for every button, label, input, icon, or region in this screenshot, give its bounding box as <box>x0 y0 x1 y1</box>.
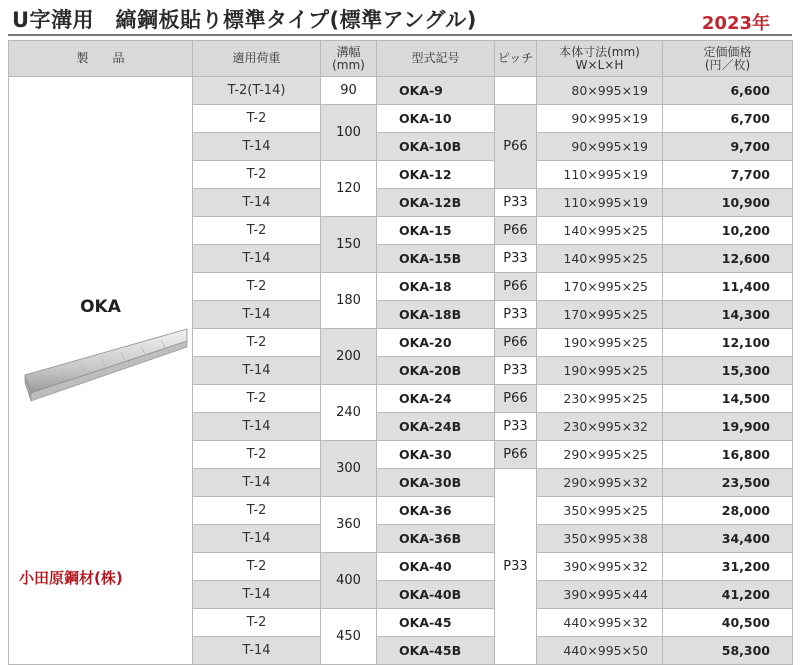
cell-load: T-2 <box>193 273 321 301</box>
cell-pitch: P33 <box>495 357 537 385</box>
cell-model: OKA-30B <box>377 469 495 497</box>
cell-dims: 440×995×50 <box>537 637 663 665</box>
cell-price: 9,700 <box>663 133 793 161</box>
cell-load: T-14 <box>193 525 321 553</box>
cell-model: OKA-10 <box>377 105 495 133</box>
cell-model: OKA-20 <box>377 329 495 357</box>
cell-model: OKA-30 <box>377 441 495 469</box>
cell-dims: 110×995×19 <box>537 189 663 217</box>
cell-price: 28,000 <box>663 497 793 525</box>
cell-pitch: P66 <box>495 273 537 301</box>
cell-pitch: P66 <box>495 385 537 413</box>
cell-dims: 290×995×32 <box>537 469 663 497</box>
cell-price: 16,800 <box>663 441 793 469</box>
cell-pitch: P66 <box>495 441 537 469</box>
cell-price: 31,200 <box>663 553 793 581</box>
cell-load: T-14 <box>193 301 321 329</box>
cell-price: 15,300 <box>663 357 793 385</box>
cell-model: OKA-18 <box>377 273 495 301</box>
cell-pitch: P66 <box>495 329 537 357</box>
cell-model: OKA-40 <box>377 553 495 581</box>
cell-load: T-2(T-14) <box>193 77 321 105</box>
cell-dims: 170×995×25 <box>537 273 663 301</box>
cell-dims: 190×995×25 <box>537 329 663 357</box>
cell-pitch <box>495 77 537 105</box>
grating-panel-image <box>21 323 191 413</box>
cell-load: T-14 <box>193 413 321 441</box>
maker-name: 小田原鋼材(株) <box>19 569 123 587</box>
cell-price: 23,500 <box>663 469 793 497</box>
cell-model: OKA-45 <box>377 609 495 637</box>
cell-width: 100 <box>321 105 377 161</box>
cell-dims: 350×995×25 <box>537 497 663 525</box>
cell-pitch: P33 <box>495 189 537 217</box>
cell-width: 180 <box>321 273 377 329</box>
cell-load: T-2 <box>193 553 321 581</box>
cell-load: T-2 <box>193 161 321 189</box>
cell-model: OKA-36 <box>377 497 495 525</box>
cell-price: 6,700 <box>663 105 793 133</box>
price-table <box>8 40 793 665</box>
col-model: 型式記号 <box>377 41 495 77</box>
cell-load: T-2 <box>193 217 321 245</box>
cell-width: 400 <box>321 553 377 609</box>
cell-load: T-14 <box>193 189 321 217</box>
cell-load: T-14 <box>193 245 321 273</box>
cell-load: T-14 <box>193 133 321 161</box>
cell-model: OKA-15B <box>377 245 495 273</box>
cell-price: 19,900 <box>663 413 793 441</box>
cell-model: OKA-12 <box>377 161 495 189</box>
cell-price: 10,200 <box>663 217 793 245</box>
col-dims-label: 本体寸法(mm) <box>559 44 640 59</box>
col-pitch: ピッチ <box>495 41 537 77</box>
cell-load: T-2 <box>193 441 321 469</box>
cell-price: 40,500 <box>663 609 793 637</box>
cell-model: OKA-24B <box>377 413 495 441</box>
cell-load: T-2 <box>193 609 321 637</box>
cell-price: 12,100 <box>663 329 793 357</box>
col-price-unit: (円／枚) <box>704 57 751 72</box>
cell-dims: 390×995×32 <box>537 553 663 581</box>
col-dims-unit: W×L×H <box>575 57 624 72</box>
cell-pitch: P33 <box>495 413 537 441</box>
cell-load: T-14 <box>193 357 321 385</box>
col-load: 適用荷重 <box>193 41 321 77</box>
cell-dims: 440×995×32 <box>537 609 663 637</box>
cell-dims: 230×995×32 <box>537 413 663 441</box>
cell-width: 120 <box>321 161 377 217</box>
cell-dims: 80×995×19 <box>537 77 663 105</box>
cell-price: 11,400 <box>663 273 793 301</box>
cell-dims: 230×995×25 <box>537 385 663 413</box>
cell-width: 200 <box>321 329 377 385</box>
cell-price: 41,200 <box>663 581 793 609</box>
product-panel <box>9 77 192 643</box>
cell-load: T-2 <box>193 105 321 133</box>
table-header-row <box>9 41 793 77</box>
cell-width: 90 <box>321 77 377 105</box>
page-title: U字溝用 縞鋼板貼り標準タイプ(標準アングル) <box>12 8 477 32</box>
cell-width: 300 <box>321 441 377 497</box>
cell-price: 6,600 <box>663 77 793 105</box>
cell-load: T-14 <box>193 637 321 665</box>
cell-model: OKA-36B <box>377 525 495 553</box>
cell-load: T-14 <box>193 469 321 497</box>
cell-model: OKA-40B <box>377 581 495 609</box>
cell-load: T-2 <box>193 497 321 525</box>
product-cell <box>9 77 193 665</box>
cell-pitch: P33 <box>495 245 537 273</box>
header <box>0 0 800 36</box>
cell-dims: 90×995×19 <box>537 133 663 161</box>
cell-model: OKA-18B <box>377 301 495 329</box>
year-label: 2023年 <box>701 13 770 34</box>
cell-width: 450 <box>321 609 377 665</box>
table-row <box>9 77 793 105</box>
cell-dims: 140×995×25 <box>537 217 663 245</box>
cell-model: OKA-9 <box>377 77 495 105</box>
cell-load: T-2 <box>193 385 321 413</box>
cell-load: T-14 <box>193 581 321 609</box>
cell-pitch: P66 <box>495 105 537 189</box>
cell-price: 14,500 <box>663 385 793 413</box>
cell-dims: 110×995×19 <box>537 161 663 189</box>
cell-pitch: P66 <box>495 217 537 245</box>
cell-pitch: P33 <box>495 469 537 665</box>
col-width <box>321 41 377 77</box>
cell-dims: 170×995×25 <box>537 301 663 329</box>
col-dims <box>537 41 663 77</box>
cell-dims: 290×995×25 <box>537 441 663 469</box>
cell-width: 360 <box>321 497 377 553</box>
title-rule <box>8 34 792 36</box>
col-price-label: 定価価格 <box>703 44 752 59</box>
cell-price: 58,300 <box>663 637 793 665</box>
col-product: 製 品 <box>9 41 193 77</box>
cell-dims: 350×995×38 <box>537 525 663 553</box>
cell-model: OKA-20B <box>377 357 495 385</box>
cell-price: 12,600 <box>663 245 793 273</box>
cell-load: T-2 <box>193 329 321 357</box>
cell-model: OKA-15 <box>377 217 495 245</box>
cell-model: OKA-12B <box>377 189 495 217</box>
cell-model: OKA-24 <box>377 385 495 413</box>
cell-model: OKA-10B <box>377 133 495 161</box>
col-width-label: 溝幅 <box>336 44 361 59</box>
cell-dims: 190×995×25 <box>537 357 663 385</box>
cell-pitch: P33 <box>495 301 537 329</box>
cell-price: 14,300 <box>663 301 793 329</box>
cell-dims: 140×995×25 <box>537 245 663 273</box>
cell-dims: 390×995×44 <box>537 581 663 609</box>
cell-width: 240 <box>321 385 377 441</box>
cell-dims: 90×995×19 <box>537 105 663 133</box>
cell-model: OKA-45B <box>377 637 495 665</box>
cell-price: 34,400 <box>663 525 793 553</box>
cell-price: 7,700 <box>663 161 793 189</box>
col-width-unit: (mm) <box>332 57 365 72</box>
product-name: OKA <box>80 297 121 317</box>
cell-width: 150 <box>321 217 377 273</box>
cell-price: 10,900 <box>663 189 793 217</box>
col-price <box>663 41 793 77</box>
